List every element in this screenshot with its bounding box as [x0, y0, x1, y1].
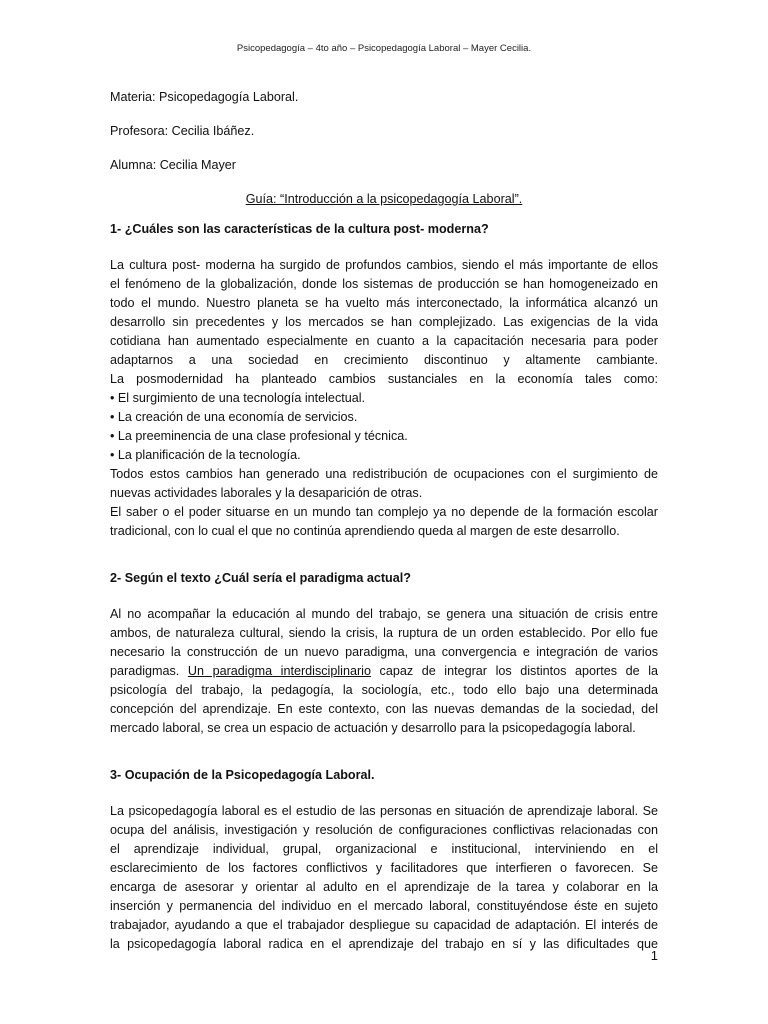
guide-title: Guía: “Introducción a la psicopedagogía Laboral”.: [245, 192, 523, 206]
q1-bullet: • La creación de una economía de servicios.: [110, 410, 358, 424]
q1-line: desarrollo sin precedentes y los mercados se han complejizado. Las exigencias de la vida: [110, 315, 658, 329]
q3-line: trabajador, ayudando a que el trabajador despliegue su capacidad de adaptación. El interés de: [110, 918, 658, 932]
q1-line: tradicional, con lo cual el que no continúa aprendiendo queda al margen de este desarrollo.: [110, 524, 620, 538]
q1-line: adaptarnos a una sociedad en crecimiento discontinuo y altamente cambiante.: [110, 353, 658, 367]
q3-line: el aprendizaje individual, grupal, organizacional e institucional, interviniendo en el: [110, 842, 658, 856]
q2-line: mercado laboral, se crea un espacio de actuación y desarrollo para la psicopedagogía laboral.: [110, 721, 636, 735]
document-body: [110, 88, 658, 954]
q1-bullet: • La planificación de la tecnología.: [110, 448, 301, 462]
question-1-answer: [110, 256, 658, 541]
q1-bullet: • La preeminencia de una clase profesional y técnica.: [110, 429, 408, 443]
q2-line: psicología del trabajo, la pedagogía, la sociología, etc., todo ello bajo una determinada: [110, 683, 658, 697]
q2-text: paradigmas.: [110, 664, 188, 678]
q3-line: ocupa del análisis, investigación y resolución de configuraciones conflictivas relacionadas con: [110, 823, 658, 837]
q3-line: encarga de asesorar y orientar al adulto en el aprendizaje de la tarea y colaborar en la: [110, 880, 658, 894]
q2-text: capaz de integrar los distintos aportes de la: [370, 664, 658, 678]
q2-line: Al no acompañar la educación al mundo del trabajo, se genera una situación de crisis entre: [110, 607, 658, 621]
question-3-title: 3- Ocupación de la Psicopedagogía Laboral.: [110, 768, 375, 782]
page-number: 1: [650, 948, 658, 963]
field-alumna: Alumna: Cecilia Mayer: [110, 158, 236, 172]
q1-line: El saber o el poder situarse en un mundo tan complejo ya no depende de la formación escolar: [110, 505, 658, 519]
field-profesora: Profesora: Cecilia Ibáñez.: [110, 124, 255, 138]
field-materia: Materia: Psicopedagogía Laboral.: [110, 90, 299, 104]
q1-line: nuevas actividades laborales y la desaparición de otras.: [110, 486, 423, 500]
q3-line: esclarecimiento de los factores conflictivos y facilitadores que interfieren o favorecen. Se: [110, 861, 658, 875]
q2-line: [110, 662, 658, 681]
q3-line: la psicopedagogía laboral radica en el aprendizaje del trabajo en sí y las dificultades que: [110, 937, 658, 951]
q1-line: La cultura post- moderna ha surgido de profundos cambios, siendo el más importante de ellos: [110, 258, 658, 272]
q1-bullet: • El surgimiento de una tecnología intelectual.: [110, 391, 366, 405]
question-3-answer: [110, 802, 658, 954]
question-1-title: 1- ¿Cuáles son las características de la cultura post- moderna?: [110, 222, 489, 236]
q1-line: cotidiana han aumentado especialmente en cuanto a la capacitación necesaria para poder: [110, 334, 658, 348]
q1-line: el fenómeno de la globalización, donde los sistemas de producción se han homogeneizado en: [110, 277, 658, 291]
q3-line: La psicopedagogía laboral es el estudio de las personas en situación de aprendizaje laboral. Se: [110, 804, 658, 818]
q1-line: La posmodernidad ha planteado cambios sustanciales en la economía tales como:: [110, 372, 658, 386]
underlined-term: Un paradigma interdisciplinario: [187, 664, 371, 678]
q3-line: inserción y permanencia del individuo en el mercado laboral, constituyéndose éste en sujeto: [110, 899, 658, 913]
question-2-title: 2- Según el texto ¿Cuál sería el paradigma actual?: [110, 571, 411, 585]
q2-line: ambos, de naturaleza cultural, siendo la crisis, la ruptura de un orden establecido. Por ello fue: [110, 626, 658, 640]
q1-line: Todos estos cambios han generado una redistribución de ocupaciones con el surgimiento de: [110, 467, 658, 481]
q2-line: necesario la construcción de un nuevo paradigma, una convergencia e integración de varios: [110, 645, 658, 659]
question-2-answer: [110, 605, 658, 738]
q2-line: concepción del aprendizaje. En este contexto, con las nuevas demandas de la sociedad, del: [110, 702, 658, 716]
page-header: Psicopedagogía – 4to año – Psicopedagogía Laboral – Mayer Cecilia.: [236, 43, 532, 54]
q1-line: todo el mundo. Nuestro planeta se ha vuelto más interconectado, la informática alcanzó un: [110, 296, 658, 310]
